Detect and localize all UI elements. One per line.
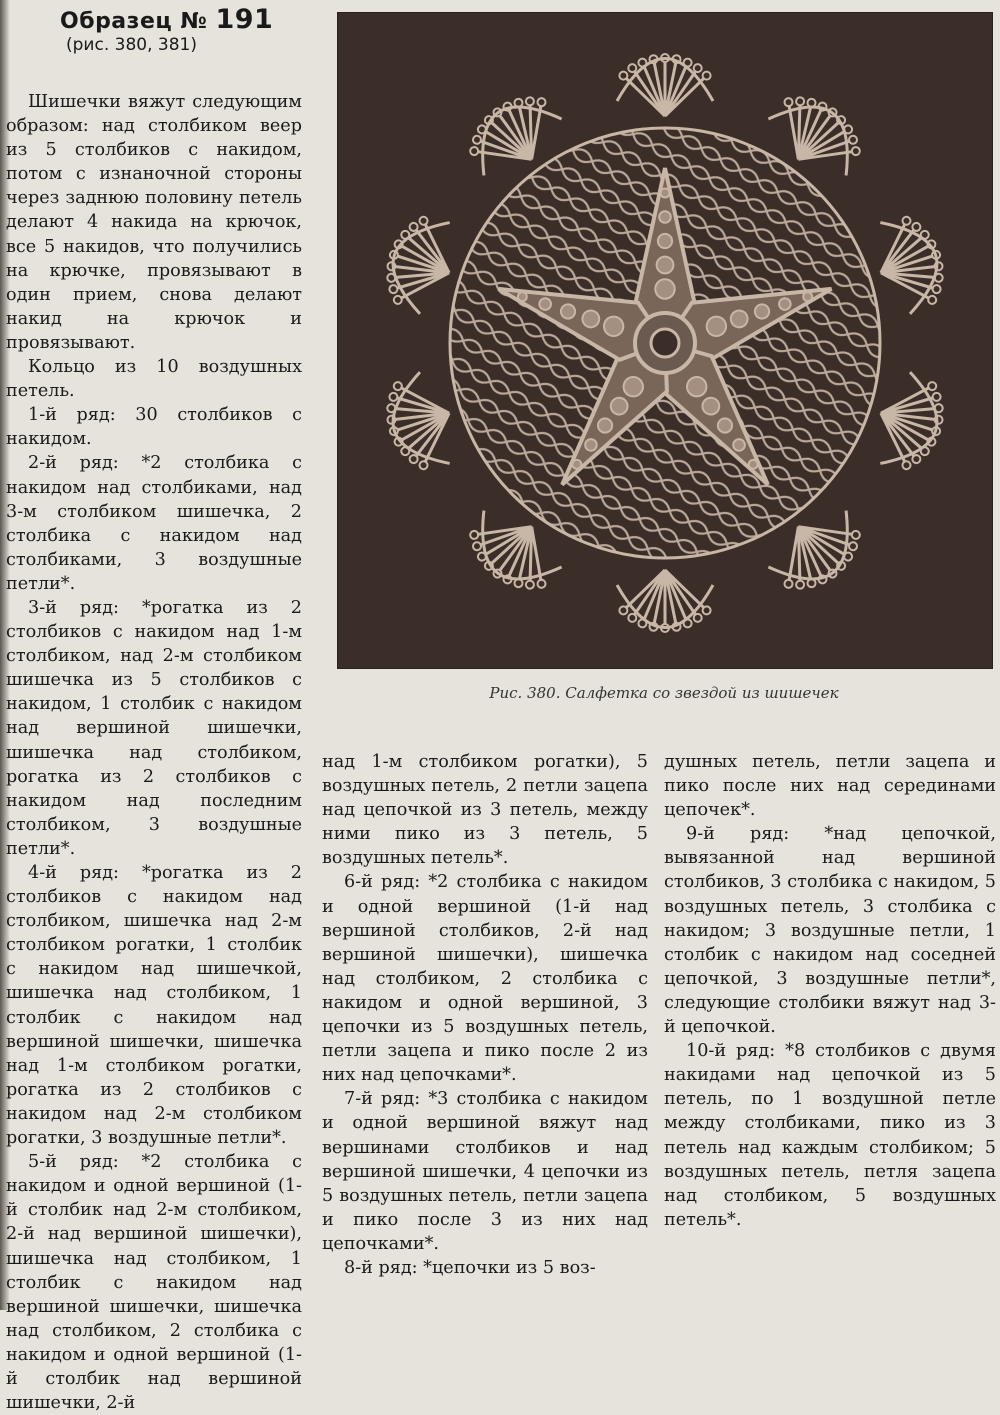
paragraph: Шишечки вяжут следующим образом: над столбиком веер из 5 столбиков с накидом, потом с изнаночной стороны через заднюю половину петель делают 4 накида на крючок, все 5 накидов, что получились на крючке, провязывают в один прием, снова делают накид на крючок и провязывают. (6, 92, 302, 353)
paragraph: душных петель, петли зацепа и пико после них над серединами цепочек*. (664, 752, 996, 821)
paragraph: 9-й ряд: *над цепочкой, вывязанной над вершиной столбиков, 3 столбика с накидом, 5 воздушных петель, 3 столбика с накидом; 3 воздушные петли, 1 столбик с накидом над соседней цепочкой, 3 воздушные петли*, следующие столбики вяжут над 3-й цепочкой. (664, 824, 996, 1038)
doily-scallop (375, 368, 464, 478)
text-column-left (6, 90, 302, 1415)
paragraph: 5-й ряд: *2 столбика с накидом и одной вершиной (1-й столбик над 2-м столбиком, 2-й над вершиной шишечки), шишечка над столбиком, 1 столбик с накидом над вершиной шишечки, шишечка над столбиком, 2 столбика с накидом и одной вершиной (1-й столбик над вершиной шишечки, 2-й (6, 1152, 302, 1414)
paragraph: 6-й ряд: *2 столбика с накидом и одной вершиной (1-й над вершиной столбиков, 2-й над вершиной шишечки), шишечка над столбиком, 2 столбика с накидом и одной вершиной, 3 цепочки из 5 воздушных петель, петли зацепа и пико после 2 из них над цепочками*. (322, 872, 648, 1086)
paragraph: 4-й ряд: *рогатка из 2 столбиков с накидом над столбиком, шишечка над 2-м столбиком рогатки, 1 столбик с накидом над шишечкой, шишечка над столбиком, 1 столбик с накидом над вершиной шишечки, шишечка над 1-м столбиком рогатки, рогатка из 2 столбиков с накидом над 2-м столбиком рогатки, 3 воздушные петли*. (6, 863, 302, 1149)
paragraph: 7-й ряд: *3 столбика с накидом и одной вершиной вяжут над вершинами столбиков и над вершиной шишечки, 4 цепочки из 5 воздушных петель, петли зацепа и пико после 3 из них над цепочками*. (322, 1089, 648, 1254)
doily-scallop (617, 54, 713, 116)
figure-caption: Рис. 380. Салфетка со звездой из шишечек (489, 684, 839, 702)
paragraph: 10-й ряд: *8 столбиков с двумя накидами над цепочкой из 5 петель, по 1 воздушной петле между столбиками, пико из 3 петель над каждым столбиком; 5 воздушных петель, петля зацепа над столбиком, 5 воздушных петель*. (664, 1041, 996, 1230)
pattern-number: 191 (215, 4, 274, 35)
paragraph: 2-й ряд: *2 столбика с накидом над столбиками, над 3-м столбиком шишечка, 2 столбика с накидом над столбиками, 3 воздушные петли*. (6, 453, 302, 594)
doily-illustration (338, 13, 992, 668)
pattern-heading (60, 4, 310, 55)
doily-photo (337, 12, 993, 669)
paragraph: 1-й ряд: 30 столбиков с накидом. (6, 405, 302, 450)
paragraph: 8-й ряд: *цепочки из 5 воз- (344, 1257, 596, 1278)
text-column-right (664, 750, 996, 1232)
doily-scallop (375, 208, 464, 318)
doily-scallop (866, 368, 955, 478)
pattern-title (60, 4, 310, 35)
pattern-title-prefix: Образец № (60, 9, 208, 34)
paragraph: 3-й ряд: *рогатка из 2 столбиков с накидом над 1-м столбиком, над 2-м столбиком шишечка из 5 столбиков с накидом, 1 столбик с накидом над вершиной шишечки, шишечка над столбиком, рогатка из 2 столбиков с накидом над последним столбиком, 3 воздушные петли*. (6, 597, 302, 859)
paragraph: Кольцо из 10 воздушных петель. (6, 357, 302, 402)
doily-scallop (866, 208, 955, 318)
figure-reference: (рис. 380, 381) (66, 35, 197, 55)
text-column-middle (322, 750, 648, 1280)
paragraph: над 1-м столбиком рогатки), 5 воздушных петель, 2 петли зацепа над цепочкой из 3 петель, между ними пико из 3 петель, 5 воздушных петель*. (322, 752, 648, 869)
doily-scallop (617, 570, 713, 632)
